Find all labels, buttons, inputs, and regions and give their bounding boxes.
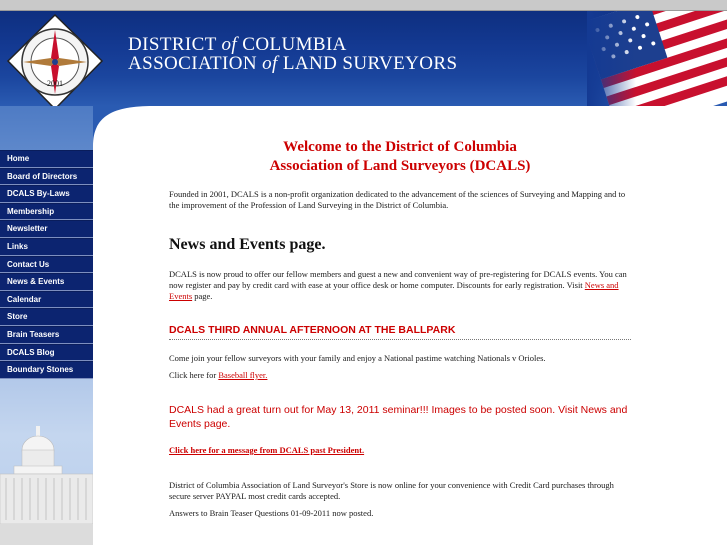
nav-item-boundary-stones[interactable]: Boundary Stones [0,361,93,379]
american-flag-graphic [587,11,727,106]
nav-item-brain-teasers[interactable]: Brain Teasers [0,326,93,344]
brain-teaser-paragraph: Answers to Brain Teaser Questions 01-09-2011 now posted. [169,508,374,518]
capitol-building-image [0,420,93,545]
nav-item-home[interactable]: Home [0,150,93,168]
main-navigation [0,150,93,379]
svg-text:2001: 2001 [47,79,63,88]
store-paragraph: District of Columbia Association of Land Surveyor's Store is now online for your convenience with Credit Card purchases through secure server PAYPAL most credit cards accepted. [169,480,614,501]
site-header [0,11,727,106]
org-name-line-2: ASSOCIATION of LAND SURVEYORS [128,53,458,74]
browser-top-bar [0,0,727,11]
nav-item-dcals-blog[interactable]: DCALS Blog [0,344,93,362]
ballpark-event-heading: DCALS THIRD ANNUAL AFTERNOON AT THE BALLPARK [169,324,631,340]
org-name-line-1: DISTRICT of COLUMBIA [128,34,347,55]
nav-item-newsletter[interactable]: Newsletter [0,220,93,238]
nav-item-membership[interactable]: Membership [0,203,93,221]
nav-item-calendar[interactable]: Calendar [0,291,93,309]
nav-item-board-of-directors[interactable]: Board of Directors [0,168,93,186]
flyer-line: Click here for Baseball flyer. [169,370,268,380]
ballpark-paragraph: Come join your fellow surveyors with your family and enjoy a National pastime watching Nationals v Orioles. [169,353,546,363]
welcome-title: Welcome to the District of Columbia Association of Land Surveyors (DCALS) [269,139,531,174]
news-events-heading: News and Events page. [169,236,326,253]
nav-item-bylaws[interactable]: DCALS By-Laws [0,185,93,203]
news-paragraph: DCALS is now proud to offer our fellow members and guest a new and convenient way of pre-registering for DCALS events. You can now register and pay by credit card with ease at your office desk or home computer. Discounts for early registration. Visit News and Events page. [169,269,627,301]
header-curve-decoration [93,106,153,146]
news-and-events-link[interactable]: News and Events [169,280,619,301]
nav-item-news-events[interactable]: News & Events [0,273,93,291]
nav-item-store[interactable]: Store [0,308,93,326]
past-president-message-link[interactable]: Click here for a message from DCALS past President. [169,445,365,455]
nav-item-links[interactable]: Links [0,238,93,256]
baseball-flyer-link[interactable]: Baseball flyer. [218,370,268,380]
intro-paragraph: Founded in 2001, DCALS is a non-profit organization dedicated to the advancement of the sciences of Surveying and Mapping and to the improvement of the Profession of Land Surveying in the District of Columbia. [169,189,626,210]
nav-item-contact-us[interactable]: Contact Us [0,256,93,274]
dcals-seal-logo[interactable] [4,13,106,106]
seminar-announcement: DCALS had a great turn out for May 13, 2011 seminar!!! Images to be posted soon. Visit News and Events page. [169,404,628,430]
